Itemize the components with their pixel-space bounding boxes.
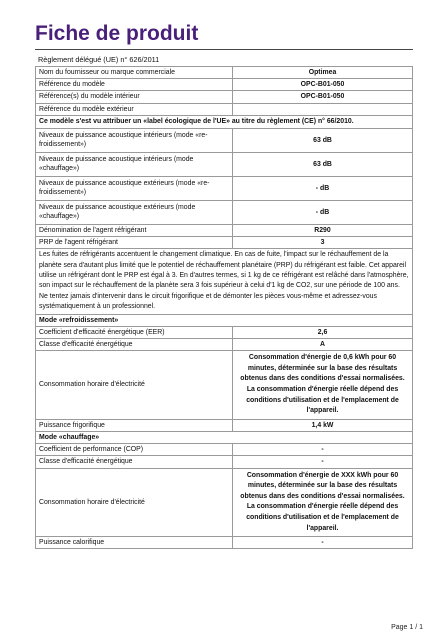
refrigerant-notice: Les fuites de réfrigérants accentuent le changement climatique. En cas de fuite, l'impact sur le réchauffement de la planète sera d'autant plus limité que le potentiel de réchauffement planétaire (PRP) du réfrigérant est faible. Cet appareil utilise un réfrigérant dont le PRP est égal à 3. En d'autres termes, si 1 kg de ce réfrigérant est relâché dans l'atmosphère, son impact sur le réchauffement de la planète sera 3 fois supérieur à celui d'1 kg de CO2, sur une période de 100 ans. Ne tentez jamais d'intervenir dans le circuit frigorifique et de démonter les pièces vous-même et adressez-vous systématiquement à un professionnel. xyxy=(36,249,413,314)
notice-row xyxy=(36,249,413,314)
cooling-mode-heading: Mode «refroidissement» xyxy=(36,314,413,326)
row-value: OPC-B01-050 xyxy=(233,79,413,91)
title-divider xyxy=(35,49,413,50)
row-value: 1,4 kW xyxy=(233,419,413,431)
table-row xyxy=(36,152,413,176)
row-value: - xyxy=(233,537,413,549)
table-row xyxy=(36,326,413,338)
row-label: Dénomination de l'agent réfrigérant xyxy=(36,224,233,236)
row-value: - dB xyxy=(233,176,413,200)
product-sheet-table xyxy=(35,66,413,549)
row-label: Consommation horaire d'électricité xyxy=(36,468,233,537)
row-label: Nom du fournisseur ou marque commerciale xyxy=(36,67,233,79)
page-number: Page 1 / 1 xyxy=(391,624,423,631)
table-row xyxy=(36,91,413,103)
row-value: - dB xyxy=(233,200,413,224)
row-value: - xyxy=(233,444,413,456)
table-row xyxy=(36,339,413,351)
row-label: Niveaux de puissance acoustique extérieurs (mode «re-froidissement») xyxy=(36,176,233,200)
row-value: - xyxy=(233,456,413,468)
row-label: Référence du modèle xyxy=(36,79,233,91)
regulation-subtitle: Règlement délégué (UE) n° 626/2011 xyxy=(38,55,160,64)
ecolabel-statement: Ce modèle s'est vu attribuer un «label écologique de l'UE» au titre du règlement (CE) n° 66/2010. xyxy=(36,115,413,128)
row-label: Niveaux de puissance acoustique extérieurs (mode «chauffage») xyxy=(36,200,233,224)
row-label: Niveaux de puissance acoustique intérieurs (mode «chauffage») xyxy=(36,152,233,176)
row-value: 3 xyxy=(233,237,413,249)
table-row xyxy=(36,419,413,431)
row-value: OPC-B01-050 xyxy=(233,91,413,103)
table-row xyxy=(36,128,413,152)
row-label: Consommation horaire d'électricité xyxy=(36,351,233,420)
row-value: Consommation d'énergie de XXX kWh pour 60 minutes, déterminée sur la base des résultats obtenus dans des conditions d'essai normalisées. La consommation d'énergie réelle dépend des conditions d'utilisation et de l'emplacement de l'appareil. xyxy=(233,468,413,537)
table-row xyxy=(36,537,413,549)
row-label: Niveaux de puissance acoustique intérieurs (mode «re-froidissement») xyxy=(36,128,233,152)
row-label: Référence du modèle extérieur xyxy=(36,103,233,115)
heating-mode-heading: Mode «chauffage» xyxy=(36,432,413,444)
row-value: Consommation d'énergie de 0,6 kWh pour 60 minutes, déterminée sur la base des résultats obtenus dans des conditions d'essai normalisées. La consommation d'énergie réelle dépend des conditions d'utilisation et de l'emplacement de l'appareil. xyxy=(233,351,413,420)
row-label: Classe d'efficacité énergétique xyxy=(36,339,233,351)
table-row xyxy=(36,103,413,115)
table-row xyxy=(36,444,413,456)
row-value: A xyxy=(233,339,413,351)
row-value: Optimea xyxy=(233,67,413,79)
table-row xyxy=(36,79,413,91)
row-value xyxy=(233,103,413,115)
table-row xyxy=(36,176,413,200)
row-label: PRP de l'agent réfrigérant xyxy=(36,237,233,249)
table-row xyxy=(36,224,413,236)
row-value: 63 dB xyxy=(233,128,413,152)
page-title: Fiche de produit xyxy=(35,22,199,45)
row-label: Puissance frigorifique xyxy=(36,419,233,431)
row-label: Classe d'efficacité énergétique xyxy=(36,456,233,468)
table-row xyxy=(36,237,413,249)
row-label: Référence(s) du modèle intérieur xyxy=(36,91,233,103)
row-label: Coefficient de performance (COP) xyxy=(36,444,233,456)
row-label: Puissance calorifique xyxy=(36,537,233,549)
section-header-row xyxy=(36,432,413,444)
table-row xyxy=(36,67,413,79)
table-row xyxy=(36,351,413,420)
row-value: 2,6 xyxy=(233,326,413,338)
row-value: 63 dB xyxy=(233,152,413,176)
row-label: Coefficient d'efficacité énergétique (EER) xyxy=(36,326,233,338)
table-row xyxy=(36,468,413,537)
row-value: R290 xyxy=(233,224,413,236)
table-row xyxy=(36,456,413,468)
table-row xyxy=(36,200,413,224)
ecolabel-row xyxy=(36,115,413,128)
section-header-row xyxy=(36,314,413,326)
